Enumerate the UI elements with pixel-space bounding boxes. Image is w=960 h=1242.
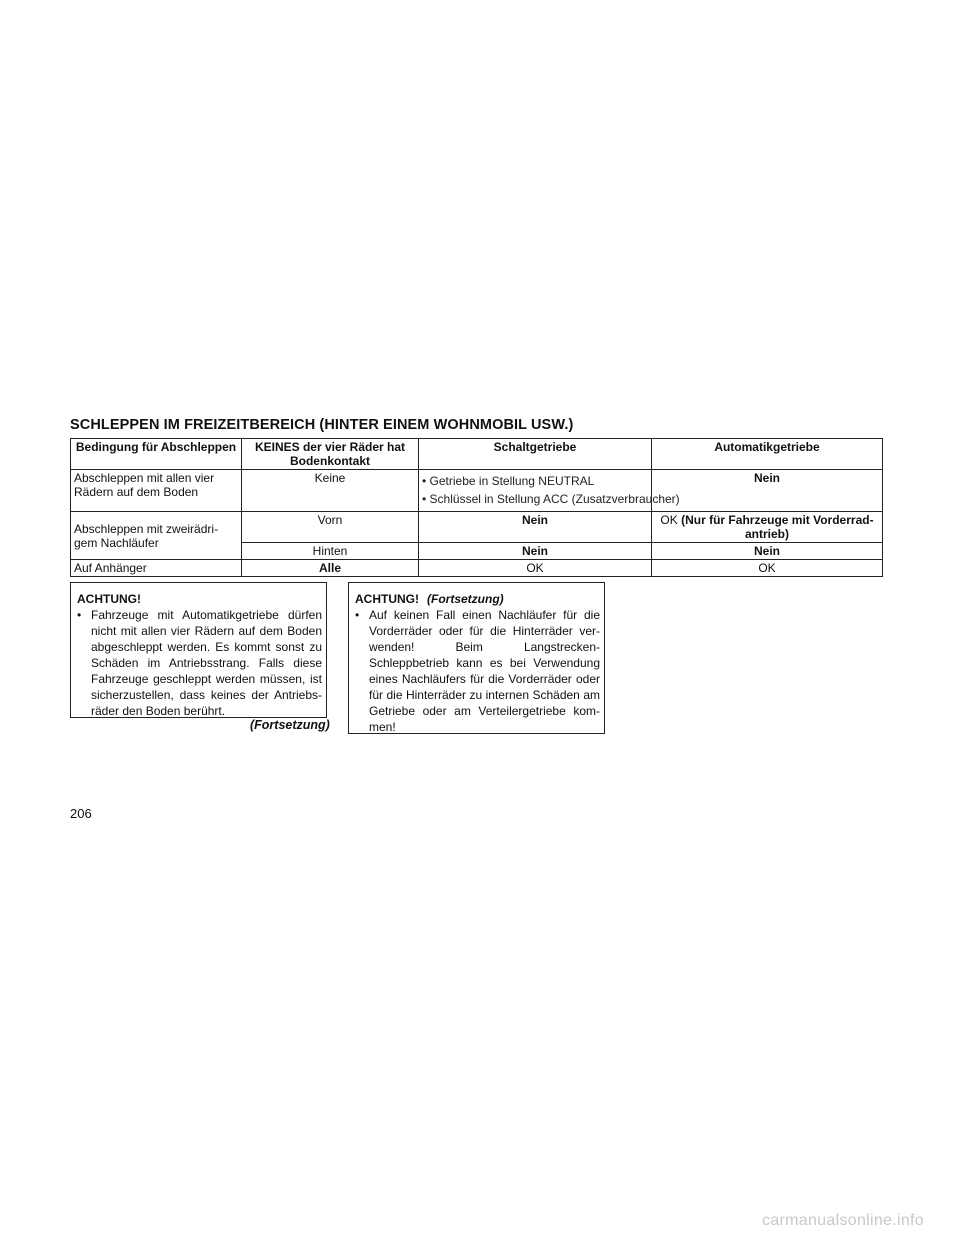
row3-manual: OK (419, 560, 652, 577)
warning-heading: ACHTUNG! (77, 592, 141, 606)
warning-heading (355, 591, 600, 607)
table-row (71, 512, 883, 543)
bullet-icon: • (77, 608, 82, 622)
header-automatic: Automatikgetriebe (652, 439, 883, 470)
warning-heading-suffix: (Fortsetzung) (427, 592, 504, 606)
header-condition: Bedingung für Abschleppen (71, 439, 242, 470)
warning-item (355, 607, 600, 735)
table-row (71, 560, 883, 577)
warning-text: Fahrzeuge mit Automatikgetriebe dürfen nicht mit allen vier Rädern auf dem Boden abgeschleppt werden. Es kommt sonst zu Schäden im Antriebsstrang. Falls diese Fahrzeuge geschleppt werden müssen, ist sicherzustellen, dass keines der Antriebs-räder den Boden berührt. (91, 608, 322, 718)
manual-bullet-neutral: • Getriebe in Stellung NEUTRAL (422, 474, 648, 489)
row3-condition: Auf Anhänger (71, 560, 242, 577)
row2-rear-automatic: Nein (652, 543, 883, 560)
row2-front-manual: Nein (419, 512, 652, 543)
warning-item (77, 607, 322, 719)
header-manual: Schaltgetriebe (419, 439, 652, 470)
table-row (71, 470, 883, 512)
row2-condition: Abschleppen mit zweirädri-gem Nachläufer (71, 512, 242, 560)
automatic-fwd-note: (Nur für Fahrzeuge mit Vorderrad-antrieb) (681, 513, 874, 541)
row2-front-wheels: Vorn (242, 512, 419, 543)
row2-front-automatic (652, 512, 883, 543)
section-title: SCHLEPPEN IM FREIZEITBEREICH (HINTER EINEM WOHNMOBIL USW.) (70, 417, 574, 433)
row3-automatic: OK (652, 560, 883, 577)
row2-rear-wheels: Hinten (242, 543, 419, 560)
row2-rear-manual: Nein (419, 543, 652, 560)
header-wheels: KEINES der vier Räder hat Bodenkontakt (242, 439, 419, 470)
bullet-icon: • (355, 608, 360, 622)
row1-automatic: Nein (652, 470, 883, 512)
manual-bullet-acc: • Schlüssel in Stellung ACC (Zusatzverbraucher) (422, 492, 648, 507)
continued-label: (Fortsetzung) (250, 718, 330, 732)
towing-table (70, 438, 883, 577)
row1-wheels: Keine (242, 470, 419, 512)
warning-text: Auf keinen Fall einen Nachläufer für die Vorderräder oder für die Hinterräder ver-wenden! Beim Langstrecken-Schleppbetrieb kann es bei Verwendung eines Nachläufers für die Vorderräder oder für die Hinterräder zu internen Schäden am Getriebe oder am Verteilergetriebe kom-men! (369, 608, 600, 734)
watermark-text: carmanualsonline.info (762, 1212, 924, 1229)
warning-box-1 (70, 582, 327, 718)
row3-wheels: Alle (242, 560, 419, 577)
page-number: 206 (70, 806, 92, 821)
automatic-ok: OK (660, 513, 678, 527)
warning-box-2 (348, 582, 605, 734)
row1-manual (419, 470, 680, 512)
table-header-row (71, 439, 883, 470)
row1-condition: Abschleppen mit allen vier Rädern auf dem Boden (71, 470, 242, 512)
warning-heading-text: ACHTUNG! (355, 592, 419, 606)
